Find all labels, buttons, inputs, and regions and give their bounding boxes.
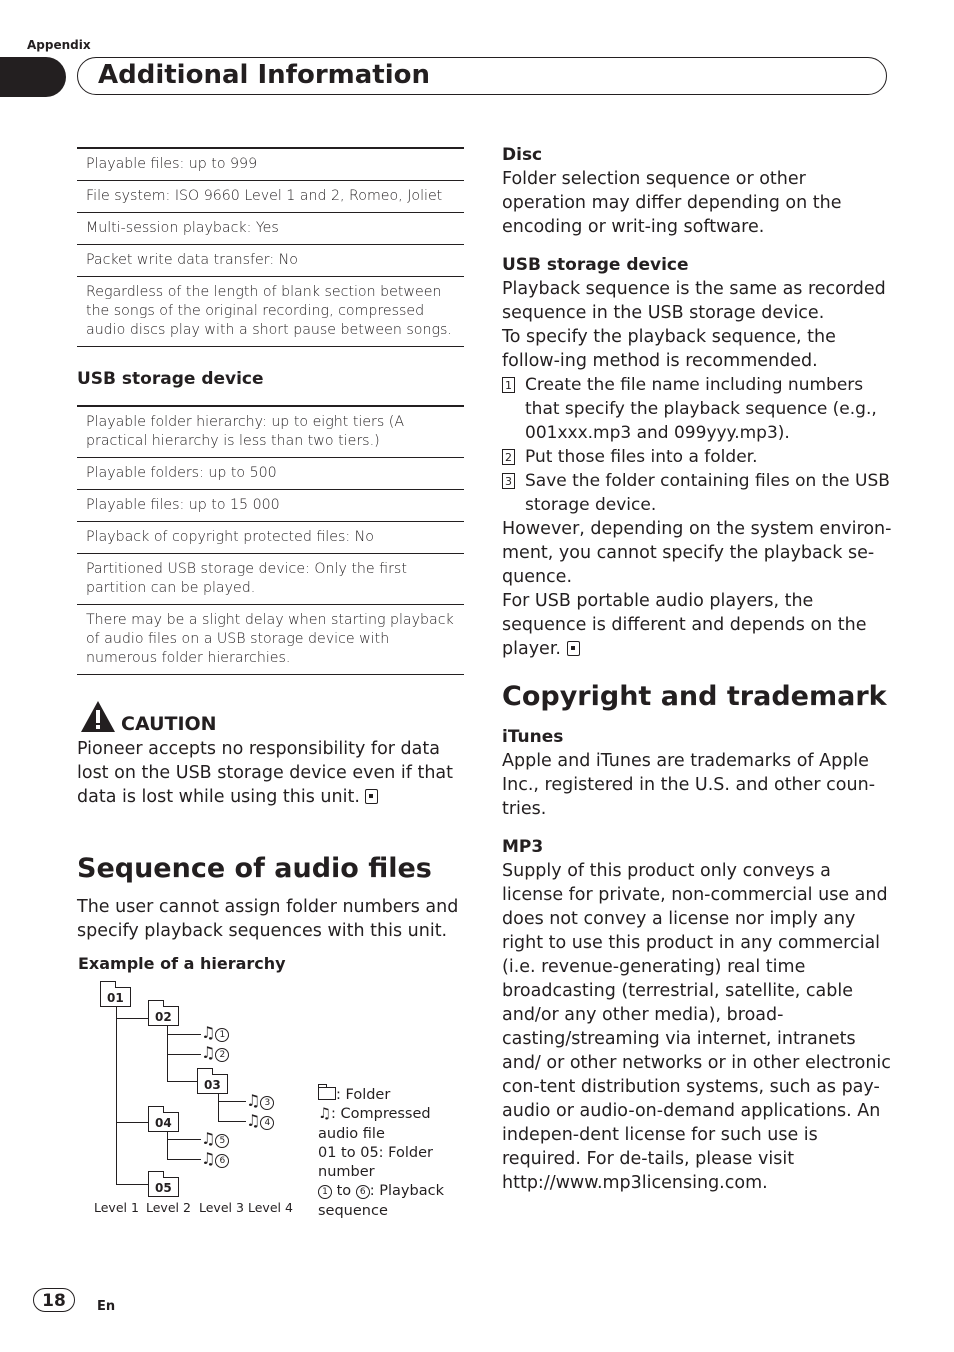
audio-file-3 [246,1092,274,1110]
step-number: 2 [502,449,515,465]
level-label: Level 2 [146,1200,191,1215]
folder-04: 04 [148,1112,179,1132]
usb-text [502,589,892,661]
sequence-number: 6 [215,1154,229,1168]
caution-body: Pioneer accepts no responsibility for data lost on the USB storage device even if that data is lost while using this unit. [77,739,453,807]
mp3-heading: MP3 [502,837,544,857]
audio-file-4 [246,1112,274,1130]
music-note-icon: ♫ [201,1043,216,1062]
copyright-heading: Copyright and trademark [502,681,887,712]
folder-03: 03 [197,1074,228,1094]
legend-audio: : Compressed audio file [318,1106,431,1142]
legend-sequence-text: : Playback sequence [318,1183,444,1219]
legend-folder: : Folder [336,1087,391,1103]
sequence-number: 4 [260,1116,274,1130]
caution-title: CAUTION [121,713,217,735]
right-column [502,143,892,661]
table-row: Playable folders: up to 500 [77,458,464,490]
sequence-number: 1 [318,1185,332,1199]
sequence-number: 5 [215,1134,229,1148]
language-label: En [97,1299,116,1314]
table-row: Playable files: up to 15 000 [77,490,464,522]
music-note-icon: ♫ [201,1023,216,1042]
trademark-section [502,725,892,1195]
usb-spec-heading: USB storage device [77,369,264,389]
table-row: Playable folder hierarchy: up to eight tiers (A practical hierarchy is less than two tiers.) [77,406,464,458]
sequence-number: 3 [260,1096,274,1110]
section-label: Appendix [27,38,91,52]
sequence-number: 1 [215,1028,229,1042]
table-row: Packet write data transfer: No [77,245,464,277]
music-note-icon: ♫ [318,1106,331,1123]
usb-text: Playback sequence is the same as recorded sequence in the USB storage device. [502,279,886,323]
usb-text-body: For USB portable audio players, the sequence is different and depends on the player. [502,591,867,659]
table-row: File system: ISO 9660 Level 1 and 2, Romeo, Joliet [77,181,464,213]
music-note-icon: ♫ [246,1091,261,1110]
diagram-legend [318,1086,448,1221]
folder-02: 02 [148,1006,179,1026]
table-row: Playback of copyright protected files: No [77,522,464,554]
legend-sequence [318,1182,448,1221]
step-number: 1 [502,377,515,393]
table-row: Multi-session playback: Yes [77,213,464,245]
audio-file-2 [201,1044,229,1062]
mp3-text: Supply of this product only conveys a license for private, non-commercial use and does not convey a license nor imply any right to use this product in any commercial (i.e. revenue-generating) real time broadcasting (terrestrial, satellite, cable and/or any other media), broad-casting/streaming via internet, intranets and/ or other networks or in other electronic con-tent distribution systems, such as pay-audio or audio-on-demand applications. An indepen-dent license for such use is required. For de-tails, please visit [502,861,891,1169]
itunes-text: Apple and iTunes are trademarks of Apple Inc., registered in the U.S. and other coun-tries. [502,751,876,819]
mp3-link: http://www.mp3licensing.com. [502,1173,768,1193]
audio-file-5 [201,1130,229,1148]
end-mark-icon [567,641,580,656]
level-label: Level 1 [94,1200,139,1215]
page-title: Additional Information [98,60,431,90]
step-text: Save the folder containing files on the USB storage device. [525,471,890,515]
usb-heading: USB storage device [502,255,689,275]
audio-file-6 [201,1150,229,1168]
page-number: 18 [33,1288,75,1312]
disc-text: Folder selection sequence or other operation may differ depending on the encoding or writ-ing software. [502,169,842,237]
table-row: Playable files: up to 999 [77,148,464,181]
level-label: Level 3 [199,1200,244,1215]
music-note-icon: ♫ [246,1111,261,1130]
step-item [502,469,892,517]
table-row: There may be a slight delay when starting playback of audio files on a USB storage device with numerous folder hierarchies. [77,605,464,675]
example-heading: Example of a hierarchy [78,954,286,973]
table-row: Partitioned USB storage device: Only the first partition can be played. [77,554,464,605]
folder-01: 01 [100,987,131,1007]
table-row: Regardless of the length of blank section between the songs of the original recording, compressed audio discs play with a short pause between songs. [77,277,464,347]
sequence-number: 2 [215,1048,229,1062]
level-label: Level 4 [248,1200,293,1215]
music-note-icon: ♫ [201,1129,216,1148]
folder-icon [318,1087,336,1100]
step-number: 3 [502,473,515,489]
itunes-heading: iTunes [502,727,564,747]
step-text: Put those files into a folder. [525,447,758,467]
sequence-text: The user cannot assign folder numbers and specify playback sequences with this unit. [77,897,459,941]
audio-file-1 [201,1024,229,1042]
sequence-number: 6 [356,1185,370,1199]
step-item [502,373,892,445]
usb-text: However, depending on the system environ-ment, you cannot specify the playback se-quence. [502,519,892,587]
sequence-heading: Sequence of audio files [77,853,432,884]
folder-05: 05 [148,1177,179,1197]
legend-numbers: 01 to 05: Folder number [318,1144,433,1181]
step-item [502,445,892,469]
music-note-icon: ♫ [201,1149,216,1168]
step-text: Create the file name including numbers that specify the playback sequence (e.g., 001xxx.mp3 and 099yyy.mp3). [525,375,877,443]
disc-heading: Disc [502,145,543,165]
legend-to: to [336,1183,352,1200]
usb-text: To specify the playback sequence, the follow-ing method is recommended. [502,327,836,371]
